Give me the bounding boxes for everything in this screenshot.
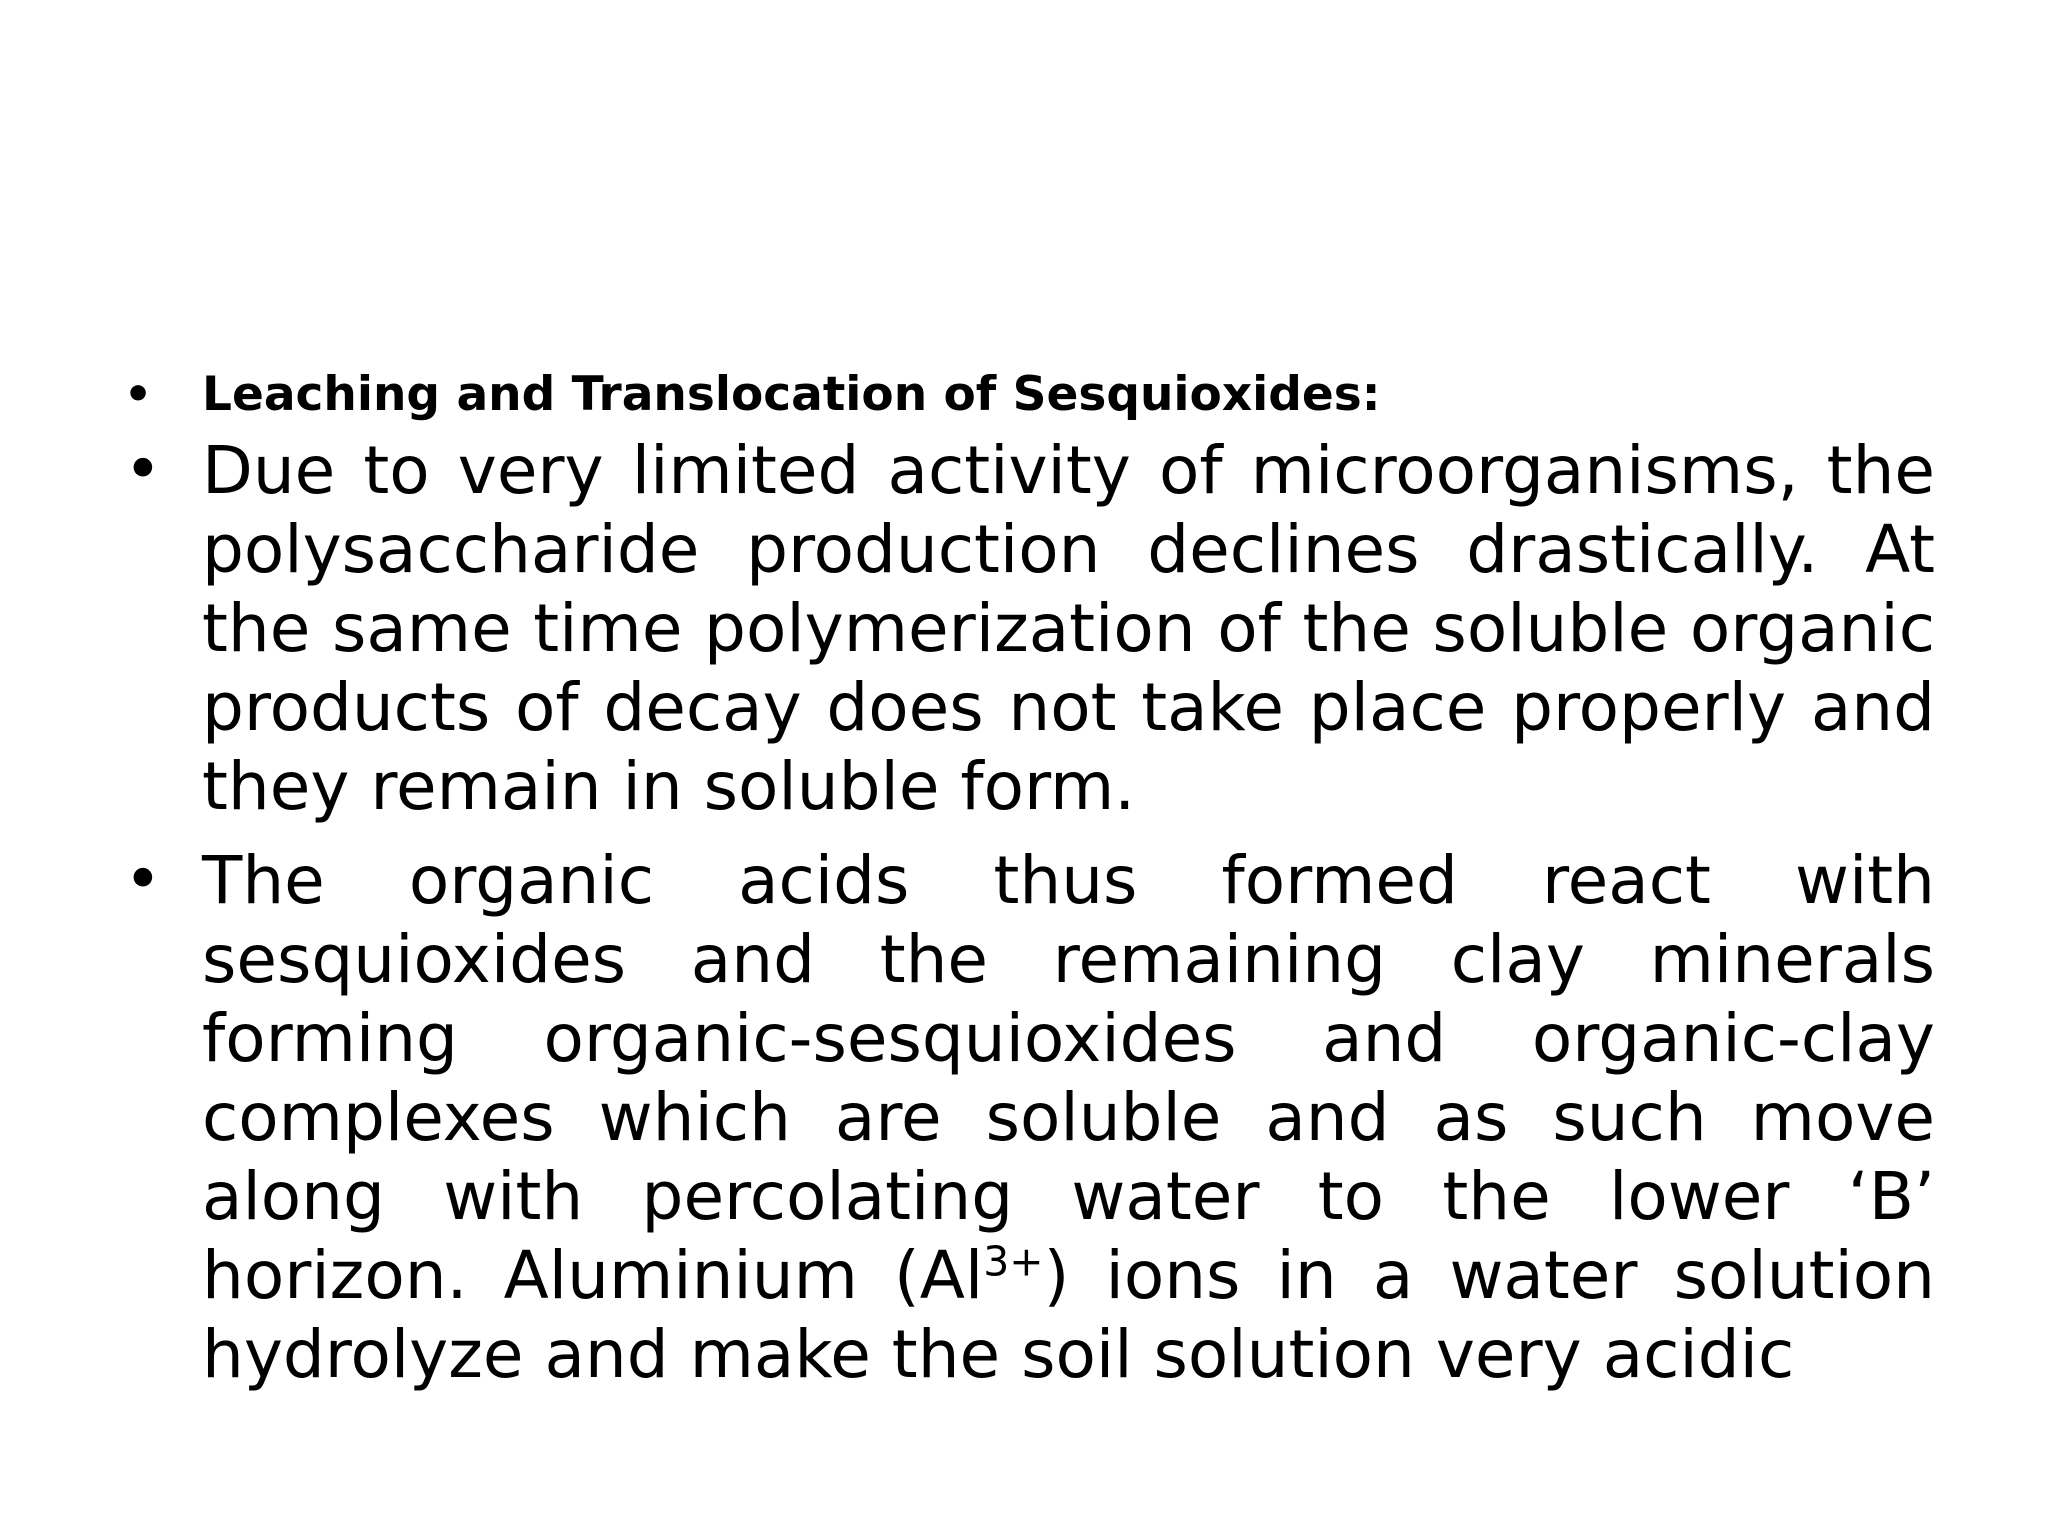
paragraph-2-text-part-1: The organic acids thus formed react with sesquioxides and the remaining clay minerals forming organic-sesquioxides and organic-clay complexes which are soluble and as such move along with percolating water to the lower ‘B’ horizon. Aluminium (Al	[202, 842, 1935, 1314]
heading-text: Leaching and Translocation of Sesquioxides:	[202, 367, 1381, 422]
bullet-icon: •	[124, 369, 153, 420]
bullet-icon: •	[124, 843, 162, 917]
bullet-paragraph-2	[120, 841, 1935, 1394]
bullet-paragraph-1	[120, 431, 1935, 826]
bullet-icon: •	[124, 433, 162, 507]
bullet-list	[120, 365, 1935, 1409]
paragraph-2-text-part-2: ) ions in a water solution hydrolyze and make the soil solution very acidic	[202, 1237, 1935, 1393]
bullet-heading	[120, 365, 1935, 425]
paragraph-1-text: Due to very limited activity of microorganisms, the polysaccharide production declines drastically. At the same time polymerization of the soluble organic products of decay does not take place properly and they remain in soluble form.	[202, 432, 1935, 825]
aluminium-charge-superscript: 3+	[983, 1237, 1044, 1286]
